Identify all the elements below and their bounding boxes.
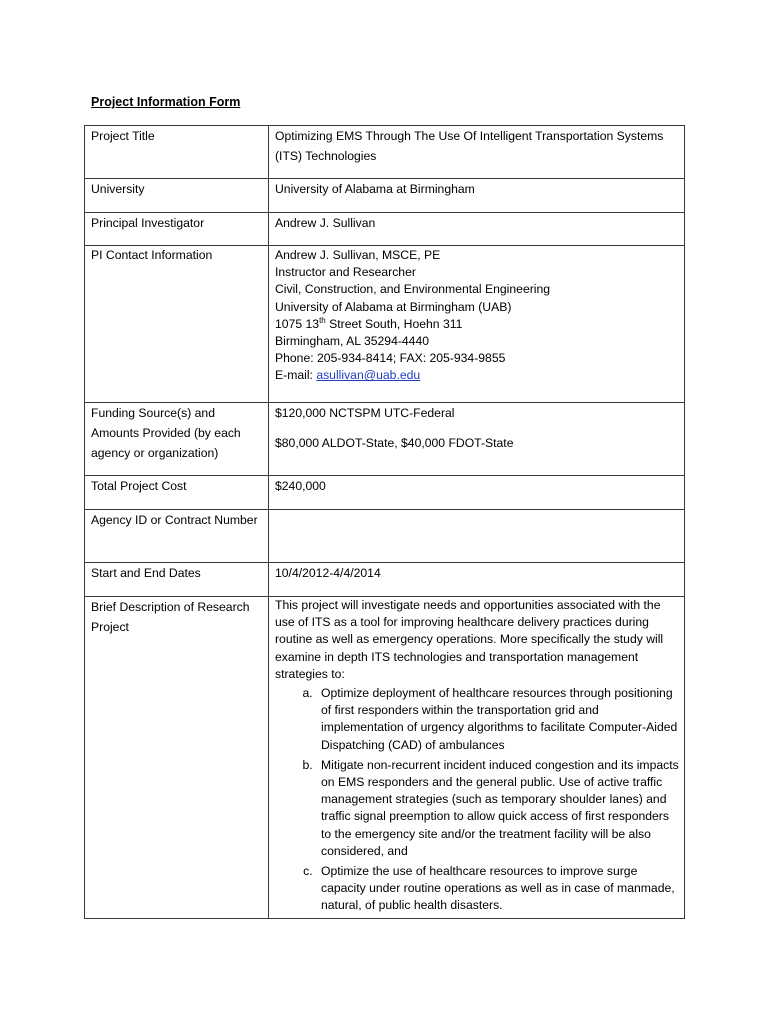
contact-email-line [275, 367, 679, 384]
funding-line-2: $80,000 ALDOT-State, $40,000 FDOT-State [275, 436, 514, 450]
row-pi-contact [85, 246, 685, 403]
label-principal-investigator: Principal Investigator [85, 213, 269, 246]
row-total-cost [85, 476, 685, 510]
contact-department: Civil, Construction, and Environmental Engineering [275, 282, 551, 297]
label-agency-id: Agency ID or Contract Number [85, 510, 269, 563]
strategy-item-c: c. Optimize the use of healthcare resources to improve surge capacity under routine operations as well as in case of manmade, natural, of public health disasters. [316, 863, 679, 915]
strategy-item-b: b. Mitigate non-recurrent incident induced congestion and its impacts on EMS responders and the general public. Use of active traffic management strategies (such as temporary shoulder lanes) and traffic signal preemption to allow quick access of first responders to the emergency site and/or the treatment facility will be also considered, and [316, 757, 679, 860]
contact-city: Birmingham, AL 35294-4440 [275, 334, 430, 349]
label-university: University [85, 179, 269, 213]
contact-phone: Phone: 205-934-8414; FAX: 205-934-9855 [275, 351, 506, 366]
value-dates: 10/4/2012-4/4/2014 [269, 563, 685, 597]
contact-institution: University of Alabama at Birmingham (UAB) [275, 299, 512, 314]
label-funding: Funding Source(s) and Amounts Provided (by each agency or organization) [85, 403, 269, 476]
label-project-title: Project Title [85, 126, 269, 179]
value-agency-id [269, 510, 685, 563]
email-label: E-mail: [275, 368, 317, 383]
contact-position: Instructor and Researcher [275, 265, 416, 280]
contact-street [275, 316, 679, 333]
street-name: Street South, Hoehn 311 [325, 316, 463, 331]
value-description [269, 597, 685, 919]
value-project-title: Optimizing EMS Through The Use Of Intelligent Transportation Systems (ITS) Technologies [269, 126, 685, 179]
label-total-cost: Total Project Cost [85, 476, 269, 510]
label-description: Brief Description of Research Project [85, 597, 269, 919]
row-agency-id [85, 510, 685, 563]
strategy-list [275, 685, 679, 915]
value-total-cost: $240,000 [269, 476, 685, 510]
street-number: 1075 13 [275, 316, 320, 331]
row-funding [85, 403, 685, 476]
row-dates [85, 563, 685, 597]
value-principal-investigator: Andrew J. Sullivan [269, 213, 685, 246]
contact-name: Andrew J. Sullivan, MSCE, PE [275, 248, 441, 262]
row-description [85, 597, 685, 919]
label-dates: Start and End Dates [85, 563, 269, 597]
form-title: Project Information Form [91, 95, 241, 109]
label-pi-contact: PI Contact Information [85, 246, 269, 403]
value-pi-contact [269, 246, 685, 403]
funding-line-1: $120,000 NCTSPM UTC-Federal [275, 406, 455, 420]
value-funding [269, 403, 685, 476]
strategy-item-a: a. Optimize deployment of healthcare resources through positioning of first responders within the transportation grid and implementation of urgency algorithms to facilitate Computer-Aided Dispatching (CAD) of ambulances [316, 685, 679, 754]
email-link[interactable]: asullivan@uab.edu [316, 368, 421, 383]
project-info-table [84, 125, 685, 919]
value-university: University of Alabama at Birmingham [269, 179, 685, 213]
row-university [85, 179, 685, 213]
description-intro: This project will investigate needs and opportunities associated with the use of ITS as a tool for improving healthcare delivery practices during routine as well as emergency operations. More specifically the study will examine in depth ITS technologies and transportation management strategies to: [275, 598, 664, 681]
street-suffix: th [319, 315, 326, 325]
row-project-title [85, 126, 685, 179]
row-principal-investigator [85, 213, 685, 246]
